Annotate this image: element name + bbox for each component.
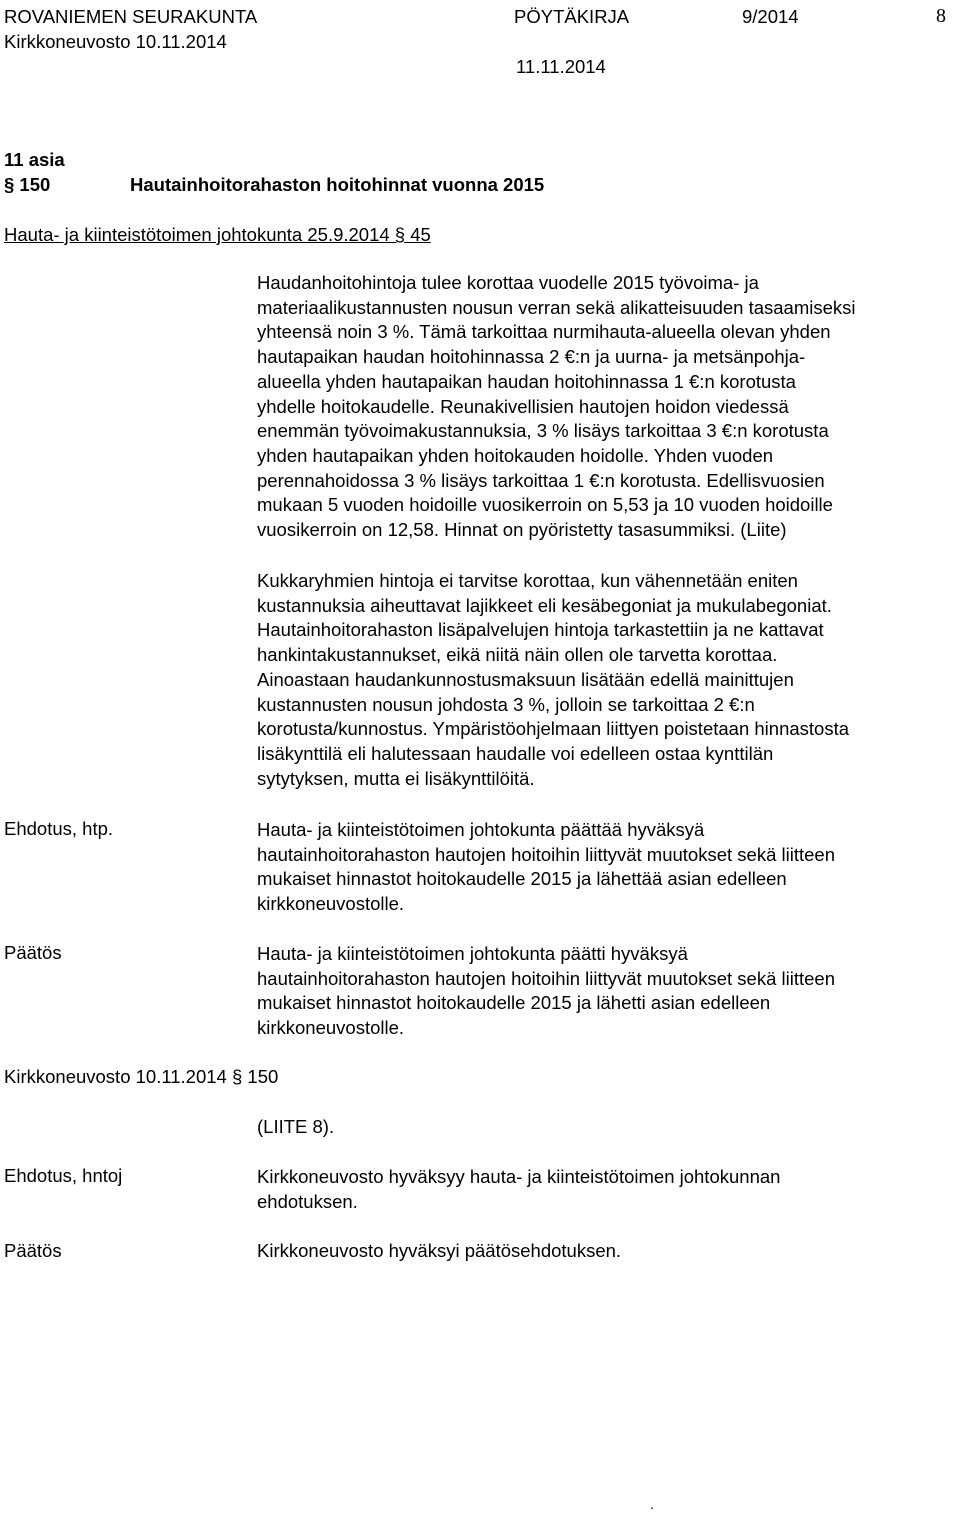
text-line: lisäkynttilä eli halutessaan haudalle voi edelleen ostaa kynttilän [257, 742, 774, 764]
decision-label: Päätös [4, 942, 62, 963]
text-line: Hauta- ja kiinteistötoimen johtokunta päättää hyväksyä [257, 819, 705, 840]
text-line: hautapaikan haudan hoitohinnassa 2 €:n ja uurna- ja metsänpohja- [257, 346, 806, 368]
footer-mark: . [650, 1496, 654, 1512]
section-number: § 150 [4, 174, 51, 195]
text-line: ehdotuksen. [257, 1190, 358, 1212]
board-reference: Hauta- ja kiinteistötoimen johtokunta 25.9.2014 § 45 [4, 224, 431, 245]
council-decision-label: Päätös [4, 1240, 62, 1261]
council-decision-text: Kirkkoneuvosto hyväksyi päätösehdotuksen. [257, 1240, 622, 1261]
text-line: yhdelle hoitokaudelle. Reunakivellisien hautojen hoidon viedessä [257, 395, 789, 417]
text-line: kustannusten nousun johdosta 3 %, jolloin se tarkoittaa 2 €:n [257, 693, 755, 715]
attachment-reference: (LIITE 8). [257, 1116, 335, 1137]
text-line: Haudanhoitohintoja tulee korottaa vuodelle 2015 työvoima- ja [257, 272, 759, 293]
text-line: hautainhoitorahaston hautojen hoitoihin liittyvät muutokset sekä liitteen [257, 843, 835, 865]
text-line: perennahoidossa 3 % lisäys tarkoittaa 1 €:n korotusta. Edellisvuosien [257, 469, 825, 491]
document-number: 9/2014 [742, 6, 799, 27]
text-line: hankintakustannukset, eikä niitä näin ollen ole tarvetta korottaa. [257, 644, 778, 666]
text-line: yhden hautapaikan yhden hoitokauden hoidolle. Yhden vuoden [257, 444, 774, 466]
agenda-item: 11 asia [4, 149, 65, 170]
text-line: Kirkkoneuvosto hyväksyy hauta- ja kiinteistötoimen johtokunnan [257, 1166, 781, 1187]
text-line: yhteensä noin 3 %. Tämä tarkoittaa nurmihauta-alueella olevan yhden [257, 321, 831, 343]
body-paragraph-2 [257, 569, 955, 791]
text-line: mukaiset hinnastot hoitokaudelle 2015 ja lähettää asian edelleen [257, 868, 787, 890]
protocol-date: 11.11.2014 [516, 56, 606, 77]
proposal-text [257, 818, 955, 917]
text-line: Kukkaryhmien hintoja ei tarvitse korottaa, kun vähennetään eniten [257, 570, 798, 591]
decision-text [257, 942, 955, 1041]
text-line: korotusta/kunnostus. Ympäristöohjelmaan liittyen poistetaan hinnastosta [257, 718, 850, 740]
text-line: Hauta- ja kiinteistötoimen johtokunta päätti hyväksyä [257, 943, 688, 964]
text-line: mukaiset hinnastot hoitokaudelle 2015 ja lähetti asian edelleen [257, 992, 771, 1014]
page-number: 8 [936, 5, 946, 27]
text-line: materiaalikustannusten nousun verran sekä alikatteisuuden tasaamiseksi [257, 296, 856, 318]
text-line: kirkkoneuvostolle. [257, 893, 405, 915]
text-line: kirkkoneuvostolle. [257, 1017, 405, 1039]
council-proposal-label: Ehdotus, hntoj [4, 1165, 123, 1186]
text-line: Hautainhoitorahaston lisäpalvelujen hintoja tarkastettiin ja ne kattavat [257, 619, 824, 641]
page-title: Hautainhoitorahaston hoitohinnat vuonna 2015 [130, 174, 545, 195]
meeting-name: Kirkkoneuvosto 10.11.2014 [4, 31, 227, 52]
text-line: Ainoastaan haudankunnostusmaksuun lisätään edellä mainittujen [257, 668, 794, 690]
council-reference: Kirkkoneuvosto 10.11.2014 § 150 [4, 1066, 279, 1087]
text-line: kustannuksia aiheuttavat lajikkeet eli kesäbegoniat ja mukulabegoniat. [257, 594, 832, 616]
text-line: vuosikerroin on 12,58. Hinnat on pyöristetty tasasummiksi. (Liite) [257, 519, 787, 541]
proposal-label: Ehdotus, htp. [4, 818, 114, 839]
body-paragraph-1 [257, 271, 955, 543]
council-proposal-text [257, 1165, 955, 1214]
text-line: alueella yhden hautapaikan haudan hoitohinnassa 1 €:n korotusta [257, 370, 796, 392]
text-line: sytytyksen, mutta ei lisäkynttilöitä. [257, 767, 535, 789]
text-line: hautainhoitorahaston hautojen hoitoihin liittyvät muutokset sekä liitteen [257, 967, 835, 989]
text-line: enemmän työvoimakustannuksia, 3 % lisäys tarkoittaa 3 €:n korotusta [257, 420, 829, 442]
document-type: PÖYTÄKIRJA [514, 6, 630, 27]
text-line: mukaan 5 vuoden hoidoille vuosikerroin on 5,53 ja 10 vuoden hoidoille [257, 494, 833, 516]
organization-name: ROVANIEMEN SEURAKUNTA [4, 6, 258, 27]
